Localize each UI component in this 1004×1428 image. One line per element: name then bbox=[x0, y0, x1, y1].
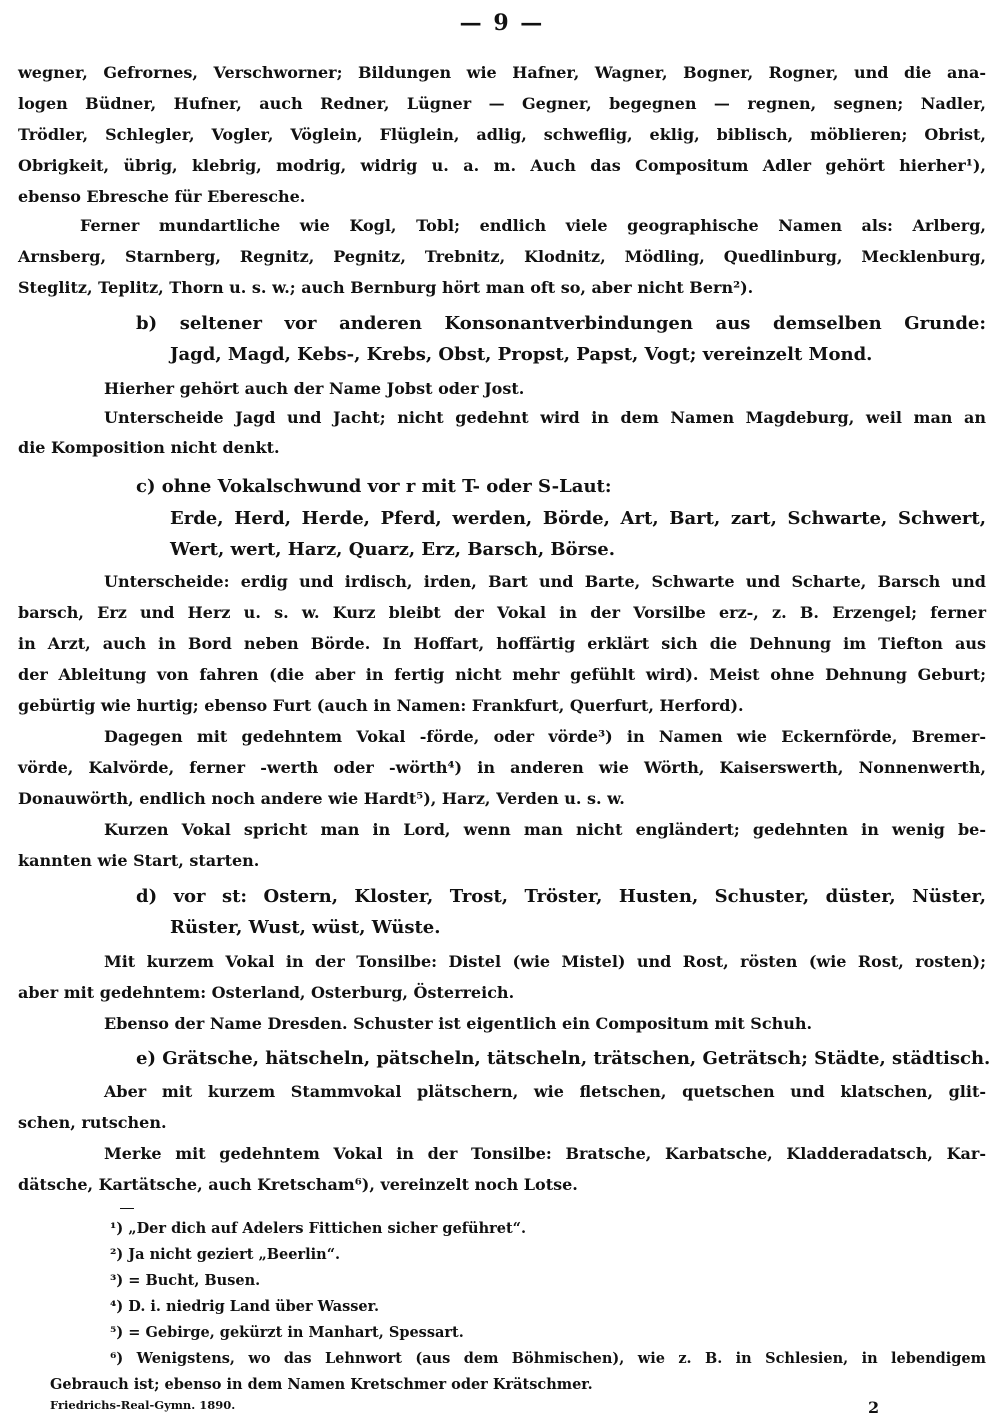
body-line: barsch, Erz und Herz u. s. w. Kurz bleibt der Vokal in der Vorsilbe erz-, z. B. Erzengel; ferner bbox=[18, 603, 986, 622]
section-heading-d: d) vor st: Ostern, Kloster, Trost, Tröster, Husten, Schuster, düster, Nüster, bbox=[136, 886, 986, 907]
footnote-6-continued: Gebrauch ist; ebenso in dem Namen Kretschmer oder Krätschmer. bbox=[50, 1376, 593, 1393]
body-line: Steglitz, Teplitz, Thorn u. s. w.; auch Bernburg hört man oft so, aber nicht Bern²). bbox=[18, 278, 754, 297]
body-line: in Arzt, auch in Bord neben Börde. In Hoffart, hoffärtig erklärt sich die Dehnung im Tiefton aus bbox=[18, 634, 986, 653]
body-line: Aber mit kurzem Stammvokal plätschern, wie fletschen, quetschen und klatschen, glit- bbox=[104, 1082, 986, 1101]
body-line: Unterscheide: erdig und irdisch, irden, Bart und Barte, Schwarte und Scharte, Barsch und bbox=[104, 572, 986, 591]
examples-line: Rüster, Wust, wüst, Wüste. bbox=[170, 917, 441, 938]
body-line: Donauwörth, endlich noch andere wie Hardt⁵), Harz, Verden u. s. w. bbox=[18, 789, 625, 808]
body-line: gebürtig wie hurtig; ebenso Furt (auch in Namen: Frankfurt, Querfurt, Herford). bbox=[18, 696, 744, 715]
body-line: logen Büdner, Hufner, auch Redner, Lügner — Gegner, begegnen — regnen, segnen; Nadler, bbox=[18, 94, 986, 113]
body-line: Dagegen mit gedehntem Vokal -förde, oder vörde³) in Namen wie Eckernförde, Bremer- bbox=[104, 727, 986, 746]
body-line: der Ableitung von fahren (die aber in fertig nicht mehr gefühlt wird). Meist ohne Dehnung Geburt; bbox=[18, 665, 986, 684]
body-line: die Komposition nicht denkt. bbox=[18, 438, 280, 457]
body-line: ebenso Ebresche für Eberesche. bbox=[18, 187, 306, 206]
body-line: Ferner mundartliche wie Kogl, Tobl; endlich viele geographische Namen als: Arlberg, bbox=[80, 216, 986, 235]
footnote-3: ³) = Bucht, Busen. bbox=[110, 1272, 261, 1289]
footnote-1: ¹) „Der dich auf Adelers Fittichen sicher geführet“. bbox=[110, 1220, 527, 1237]
body-line: Unterscheide Jagd und Jacht; nicht gedehnt wird in dem Namen Magdeburg, weil man an bbox=[104, 408, 986, 427]
footnote-6: ⁶) Wenigstens, wo das Lehnwort (aus dem Böhmischen), wie z. B. in Schlesien, in lebendigem bbox=[110, 1350, 986, 1367]
body-line: aber mit gedehntem: Osterland, Osterburg, Österreich. bbox=[18, 983, 515, 1002]
footnote-5: ⁵) = Gebirge, gekürzt in Manhart, Spessart. bbox=[110, 1324, 464, 1341]
body-line: Hierher gehört auch der Name Jobst oder Jost. bbox=[104, 379, 525, 398]
body-line: schen, rutschen. bbox=[18, 1113, 167, 1132]
body-line: Obrigkeit, übrig, klebrig, modrig, widrig u. a. m. Auch das Compositum Adler gehört hierher¹), bbox=[18, 156, 986, 175]
body-line: Ebenso der Name Dresden. Schuster ist eigentlich ein Compositum mit Schuh. bbox=[104, 1014, 813, 1033]
body-line: Kurzen Vokal spricht man in Lord, wenn man nicht engländert; gedehnten in wenig be- bbox=[104, 820, 986, 839]
examples-line: Erde, Herd, Herde, Pferd, werden, Börde, Art, Bart, zart, Schwarte, Schwert, bbox=[170, 508, 986, 529]
printer-imprint: Friedrichs-Real-Gymn. 1890. bbox=[50, 1398, 236, 1412]
body-line: Mit kurzem Vokal in der Tonsilbe: Distel (wie Mistel) und Rost, rösten (wie Rost, rosten); bbox=[104, 952, 986, 971]
body-line: Trödler, Schlegler, Vogler, Vöglein, Flüglein, adlig, schweflig, eklig, biblisch, möblieren; Obrist, bbox=[18, 125, 986, 144]
section-heading-c: c) ohne Vokalschwund vor r mit T- oder S-Laut: bbox=[136, 476, 612, 497]
examples-line: Wert, wert, Harz, Quarz, Erz, Barsch, Börse. bbox=[170, 539, 615, 560]
examples-line: Jagd, Magd, Kebs-, Krebs, Obst, Propst, Papst, Vogt; vereinzelt Mond. bbox=[170, 344, 873, 365]
footnote-2: ²) Ja nicht geziert „Beerlin“. bbox=[110, 1246, 341, 1263]
section-heading-e: e) Grätsche, hätscheln, pätscheln, tätscheln, trätschen, Geträtsch; Städte, städtisch. bbox=[136, 1048, 991, 1069]
footnote-4: ⁴) D. i. niedrig Land über Wasser. bbox=[110, 1298, 380, 1315]
body-line: Arnsberg, Starnberg, Regnitz, Pegnitz, Trebnitz, Klodnitz, Mödling, Quedlinburg, Mecklenburg, bbox=[18, 247, 986, 266]
section-heading-b: b) seltener vor anderen Konsonantverbindungen aus demselben Grunde: bbox=[136, 313, 986, 334]
page-number: — 9 — bbox=[459, 10, 545, 36]
body-line: kannten wie Start, starten. bbox=[18, 851, 260, 870]
body-line: wegner, Gefrornes, Verschworner; Bildungen wie Hafner, Wagner, Bogner, Rogner, und die ana- bbox=[18, 63, 986, 82]
signature-mark: 2 bbox=[868, 1398, 880, 1417]
body-line: dätsche, Kartätsche, auch Kretscham⁶), vereinzelt noch Lotse. bbox=[18, 1175, 578, 1194]
body-line: vörde, Kalvörde, ferner -werth oder -wörth⁴) in anderen wie Wörth, Kaiserswerth, Nonnenwerth, bbox=[18, 758, 986, 777]
footnote-rule bbox=[120, 1208, 134, 1209]
body-line: Merke mit gedehntem Vokal in der Tonsilbe: Bratsche, Karbatsche, Kladderadatsch, Kar- bbox=[104, 1144, 986, 1163]
